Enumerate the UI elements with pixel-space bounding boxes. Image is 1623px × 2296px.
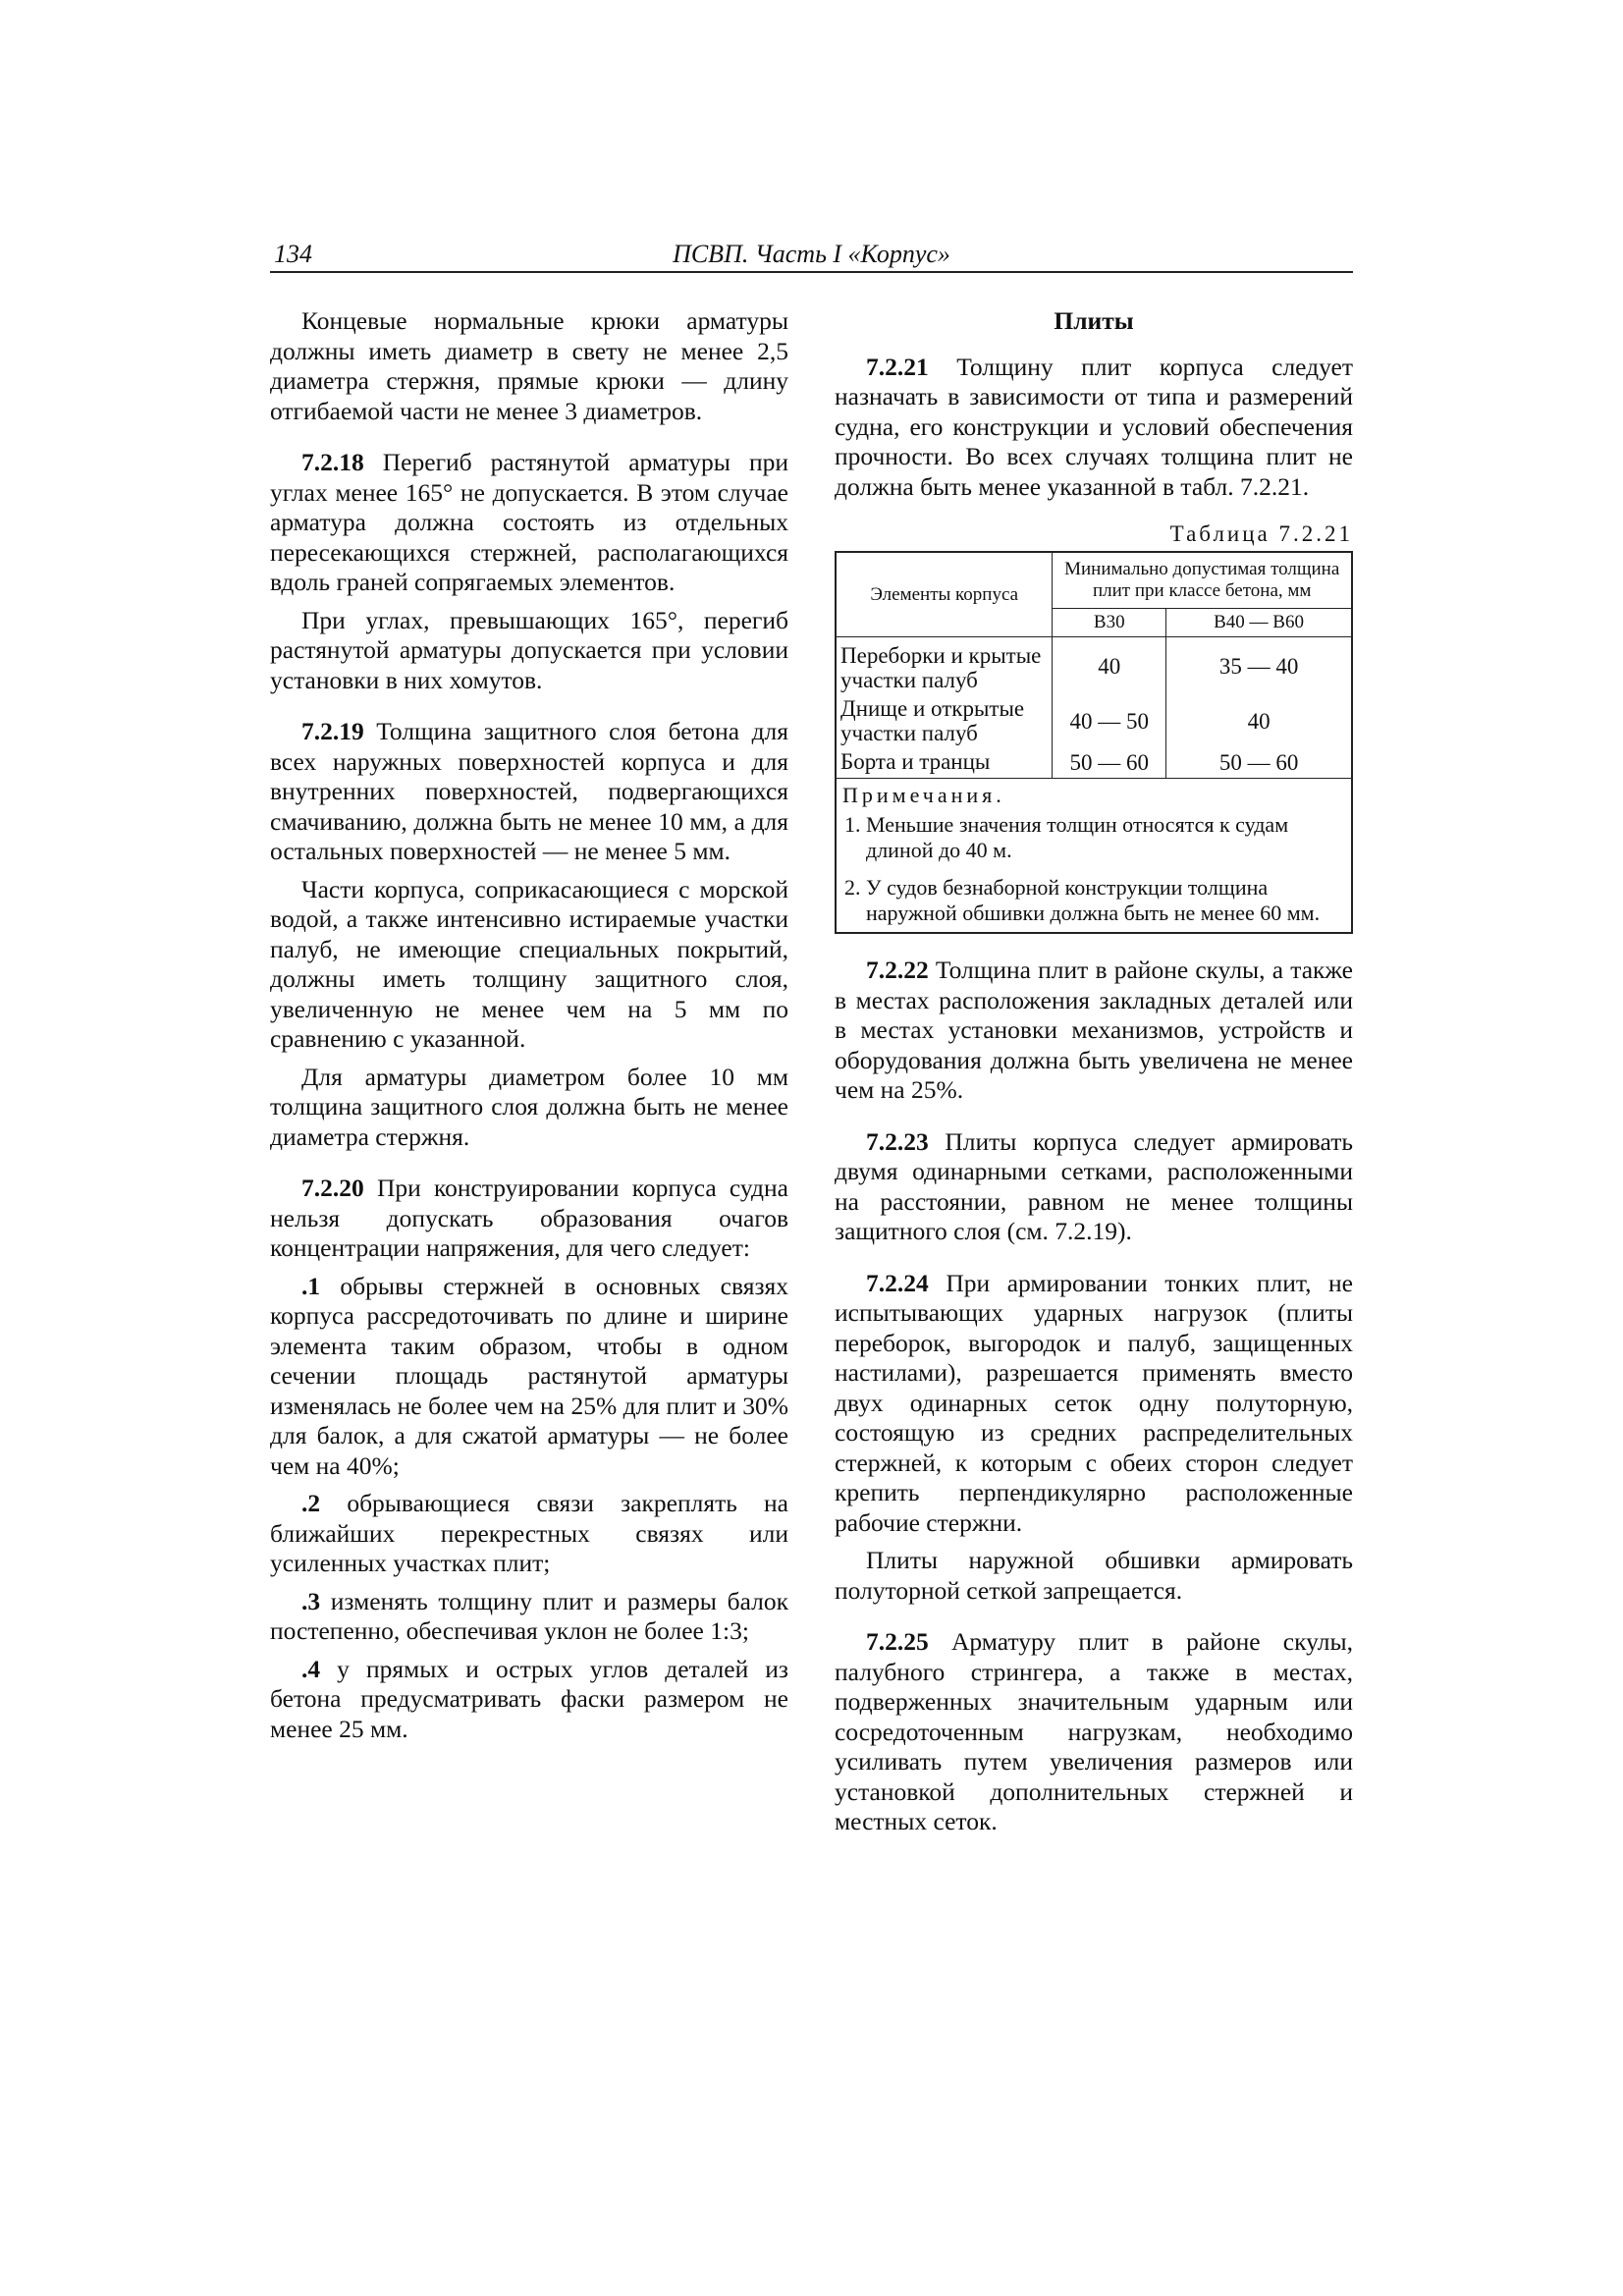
section-7-2-23 <box>835 1127 1353 1247</box>
table-notes-row <box>836 779 1352 934</box>
table-row <box>836 747 1352 779</box>
item-number: .3 <box>301 1586 321 1615</box>
section-text: Толщину плит корпуса следует назначать в зависимости от типа и размерений судна, его конструкции и условий обеспечения прочности. Во всех случаях толщина плит не должна быть менее указанной в табл. 7.2.21. <box>835 352 1353 501</box>
note-1: 1. Меньшие значения толщин относятся к судам длиной до 40 м. <box>844 812 1289 862</box>
column-header-elements: Элементы корпуса <box>836 552 1053 637</box>
paragraph-hull-parts: Части корпуса, соприкасающиеся с морской водой, а также интенсивно истираемые участки палуб, не имеющие специальных покрытий, должны иметь толщину защитного слоя, увеличенную не менее чем на 5 мм по сравнению с указанной. <box>270 874 788 1053</box>
notes-title: Примечания. <box>842 783 1005 807</box>
list-item-4 <box>270 1655 788 1745</box>
cell-element: Переборки и крытые участки палуб <box>836 637 1053 695</box>
cell-element: Борта и транцы <box>836 747 1053 779</box>
item-number: .4 <box>301 1654 321 1683</box>
section-7-2-22 <box>835 956 1353 1106</box>
column-header-b40-b60: B40 — B60 <box>1166 609 1352 637</box>
table-row <box>836 637 1352 695</box>
section-text: Плиты корпуса следует армировать двумя одинарными сетками, расположенными на расстоянии, равном не менее толщины защитного слоя (см. 7.2.19). <box>835 1126 1353 1245</box>
section-number: 7.2.22 <box>866 956 929 984</box>
item-text: обрывы стержней в основных связях корпуса рассредоточивать по длине и ширине элемента таким образом, чтобы в одном сечении площадь растянутой арматуры изменялась не более чем на 25% для плит и 30% для балок, а для сжатой арматуры — не более чем на 40%; <box>270 1271 788 1480</box>
left-column <box>270 306 788 1744</box>
section-number: 7.2.21 <box>866 352 929 381</box>
section-7-2-24 <box>835 1269 1353 1539</box>
section-number: 7.2.19 <box>301 717 364 745</box>
cell-b40: 35 — 40 <box>1166 637 1352 695</box>
right-column <box>835 306 1353 1837</box>
note-2: 2. У судов безнаборной конструкции толщина наружной обшивки должна быть не менее 60 мм. <box>844 875 1321 925</box>
section-number: 7.2.25 <box>866 1627 929 1656</box>
section-7-2-19 <box>270 717 788 867</box>
section-7-2-18 <box>270 448 788 598</box>
document-page <box>270 0 1355 2296</box>
section-7-2-21 <box>835 353 1353 503</box>
cell-element: Днище и открытые участки палуб <box>836 694 1053 747</box>
section-text: При конструировании корпуса судна нельзя допускать образования очагов концентрации напряжения, для чего следует: <box>270 1174 788 1262</box>
paragraph-rebar-diameter: Для арматуры диаметром более 10 мм толщина защитного слоя должна быть не менее диаметра стержня. <box>270 1062 788 1151</box>
table-header-row <box>836 552 1352 609</box>
cell-b40: 40 <box>1166 694 1352 747</box>
section-text: При армировании тонких плит, не испытывающих ударных нагрузок (плиты переборок, выгородок и палуб, защищенных настилами), разрешается применять вместо двух одинарных сеток одну полуторную, состоящую из средних распределительных стержней, к которым с обеих сторон следует крепить перпендикулярно расположенные рабочие стержни. <box>835 1268 1353 1537</box>
table-caption: Таблица 7.2.21 <box>1169 521 1353 546</box>
column-header-b30: B30 <box>1053 609 1166 637</box>
list-item-2 <box>270 1489 788 1579</box>
cell-b30: 40 <box>1053 637 1166 695</box>
table-row <box>836 694 1352 747</box>
section-number: 7.2.20 <box>301 1174 364 1202</box>
section-7-2-20 <box>270 1174 788 1264</box>
section-text: Перегиб растянутой арматуры при углах менее 165° не допускается. В этом случае арматура должна состоять из отдельных пересекающихся стержней, располагающихся вдоль граней сопрягаемых элементов. <box>270 448 788 596</box>
section-number: 7.2.18 <box>301 448 364 476</box>
section-text: Арматуру плит в районе скулы, палубного стрингера, а также в местах, подверженных значительным ударным или сосредоточенным нагрузкам, необходимо усиливать путем увеличения размеров или установкой дополнительных стержней и местных сеток. <box>835 1627 1353 1835</box>
section-number: 7.2.24 <box>866 1268 929 1297</box>
item-text: обрывающиеся связи закреплять на ближайших перекрестных связях или усиленных участках плит; <box>270 1489 788 1577</box>
cell-b30: 40 — 50 <box>1053 694 1166 747</box>
section-7-2-25 <box>835 1627 1353 1837</box>
list-item-3 <box>270 1587 788 1647</box>
section-number: 7.2.23 <box>866 1126 929 1156</box>
item-number: .1 <box>301 1271 321 1300</box>
page-header <box>270 242 1353 273</box>
page-number: 134 <box>274 240 312 268</box>
item-text: у прямых и острых углов деталей из бетона предусматривать фаски размером не менее 25 мм. <box>270 1654 788 1743</box>
item-text: изменять толщину плит и размеры балок постепенно, обеспечивая уклон не более 1:3; <box>270 1586 788 1645</box>
section-text: Толщина плит в районе скулы, а также в местах расположения закладных деталей или в местах установки механизмов, устройств и оборудования должна быть увеличена не менее чем на 25%. <box>835 956 1353 1104</box>
cell-b40: 50 — 60 <box>1166 747 1352 779</box>
paragraph-hooks: Концевые нормальные крюки арматуры должны иметь диаметр в свету не менее 2,5 диаметра стержня, прямые крюки — длину отгибаемой части не менее 3 диаметров. <box>270 306 788 425</box>
thickness-table <box>835 551 1353 934</box>
section-text: Толщина защитного слоя бетона для всех наружных поверхностей корпуса и для внутренних поверхностей, подвергающихся смачиванию, должна быть не менее 10 мм, а для остальных поверхностей — не менее 5 мм. <box>270 717 788 865</box>
section-heading: Плиты <box>1054 306 1134 335</box>
paragraph-angles: При углах, превышающих 165°, перегиб растянутой арматуры допускается при условии установки в них хомутов. <box>270 605 788 694</box>
paragraph-outer-plating: Плиты наружной обшивки армировать полуторной сеткой запрещается. <box>835 1546 1353 1605</box>
column-header-thickness: Минимально допустимая толщина плит при классе бетона, мм <box>1053 552 1352 609</box>
item-number: .2 <box>301 1489 321 1517</box>
table-notes <box>836 779 1352 934</box>
cell-b30: 50 — 60 <box>1053 747 1166 779</box>
list-item-1 <box>270 1272 788 1482</box>
running-title: ПСВП. Часть I «Корпус» <box>673 240 950 268</box>
